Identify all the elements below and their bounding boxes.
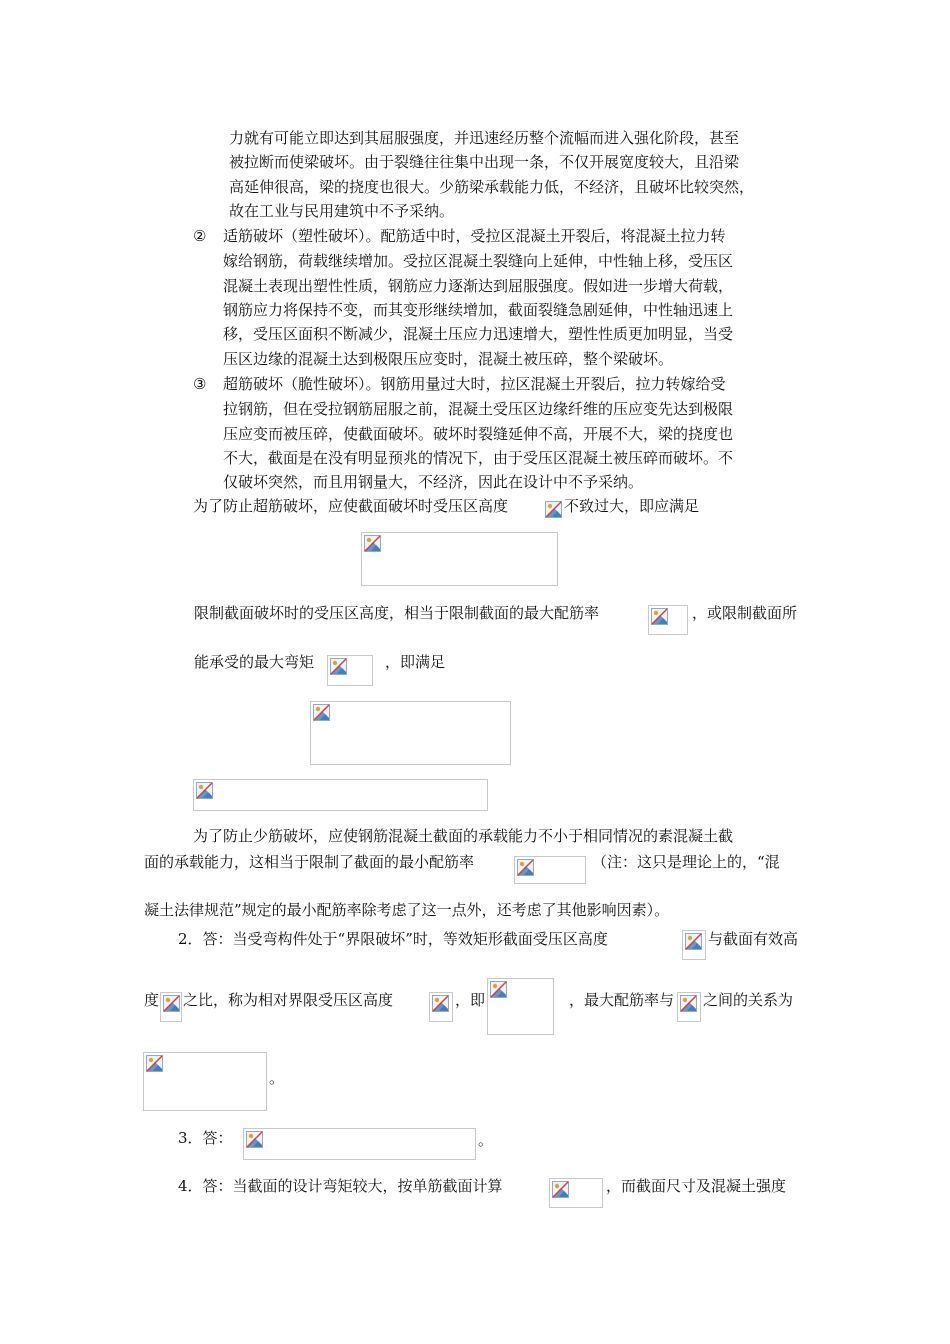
text-line: 钢筋应力将保持不变，而其变形继续增加，截面裂缝急剧延伸，中性轴迅速上 — [223, 301, 734, 319]
text-line: 度 — [144, 991, 160, 1009]
text-line: 混凝土表现出塑性性质，钢筋应力逐渐达到屈服强度。假如进一步增大荷载， — [223, 277, 734, 295]
list-marker: ② — [193, 227, 207, 245]
formula-image — [682, 930, 706, 960]
text-line: 故在工业与民用建筑中不予采纳。 — [229, 202, 455, 220]
list-marker: ③ — [193, 375, 207, 393]
broken-image-icon — [545, 501, 562, 522]
text-line: ，或限制截面所 — [692, 604, 798, 622]
text-line: 适筋破坏（塑性破坏）。配筋适中时，受拉区混凝土开裂后，将混凝土拉力转 — [223, 227, 726, 245]
formula-image — [193, 779, 488, 811]
text-line: （注：这只是理论上的，“混 — [592, 853, 780, 871]
text-line: ，即满足 — [385, 653, 446, 671]
formula-image — [429, 992, 453, 1022]
text-line: 被拉断而使梁破坏。由于裂缝往往集中出现一条，不仅开展宽度较大，且沿梁 — [229, 153, 740, 171]
text-line: 压区边缘的混凝土达到极限压应变时，混凝土被压碎，整个梁破坏。 — [223, 350, 674, 368]
formula-image — [160, 992, 182, 1022]
text-line: 仅破坏突然，而且用钢量大，不经济，因此在设计中不予采纳。 — [223, 473, 644, 491]
text-line: 之间的关系为 — [703, 991, 794, 1009]
formula-image — [487, 978, 554, 1035]
formula-image — [310, 701, 511, 765]
text-line: 超筋破坏（脆性破坏）。钢筋用量过大时，拉区混凝土开裂后，拉力转嫁给受 — [223, 375, 726, 393]
formula-image — [549, 1178, 603, 1208]
text-line: 移，受压区面积不断减少，混凝土压应力迅速增大，塑性性质更加明显，当受 — [223, 325, 734, 343]
text-line: 力就有可能立即达到其屈服强度，并迅速经历整个流幅而进入强化阶段，甚至 — [229, 129, 740, 147]
text-line: 嫁给钢筋，荷载继续增加。受拉区混凝土裂缝向上延伸，中性轴上移，受压区 — [223, 252, 734, 270]
formula-image — [143, 1052, 267, 1111]
text-line: 与截面有效高 — [708, 930, 799, 948]
text-line: 。 — [478, 1131, 494, 1149]
formula-image — [677, 992, 701, 1022]
text-line: 4．答：当截面的设计弯矩较大，按单筋截面计算 — [178, 1177, 503, 1195]
text-line: 压应变而被压碎，使截面破坏。破坏时裂缝延伸不高，开展不大，梁的挠度也 — [223, 425, 734, 443]
text-line: 面的承载能力，这相当于限制了截面的最小配筋率 — [144, 853, 475, 871]
formula-image — [327, 655, 373, 686]
text-line: 凝土法律规范”规定的最小配筋率除考虑了这一点外，还考虑了其他影响因素）。 — [144, 901, 670, 919]
text-line: ，而截面尺寸及混凝土强度 — [606, 1177, 787, 1195]
text-line: 高延伸很高，梁的挠度也很大。少筋梁承载能力低，不经济，且破坏比较突然， — [229, 178, 755, 196]
text-line: 能承受的最大弯矩 — [194, 653, 315, 671]
text-line: 不致过大，即应满足 — [564, 497, 700, 515]
text-line: 。 — [269, 1069, 285, 1087]
text-line: 为了防止超筋破坏，应使截面破坏时受压区高度 — [193, 497, 509, 515]
formula-image — [361, 532, 558, 586]
text-line: 不大，截面是在没有明显预兆的情况下，由于受压区混凝土被压碎而破坏。不 — [223, 449, 734, 467]
text-line: 为了防止少筋破坏，应使钢筋混凝土截面的承载能力不小于相同情况的素混凝土截 — [193, 827, 734, 845]
text-line: 之比，称为相对界限受压区高度 — [183, 991, 394, 1009]
text-line: 3．答： — [178, 1129, 233, 1147]
text-line: 拉钢筋，但在受拉钢筋屈服之前，混凝土受压区边缘纤维的压应变先达到极限 — [223, 400, 734, 418]
formula-image — [243, 1128, 476, 1160]
formula-image — [648, 605, 688, 635]
formula-image — [514, 856, 586, 884]
text-line: 限制截面破坏时的受压区高度，相当于限制截面的最大配筋率 — [194, 604, 600, 622]
text-line: ，即 — [455, 991, 486, 1009]
text-line: ，最大配筋率与 — [569, 991, 675, 1009]
text-line: 2．答：当受弯构件处于“界限破坏”时，等效矩形截面受压区高度 — [178, 930, 608, 948]
